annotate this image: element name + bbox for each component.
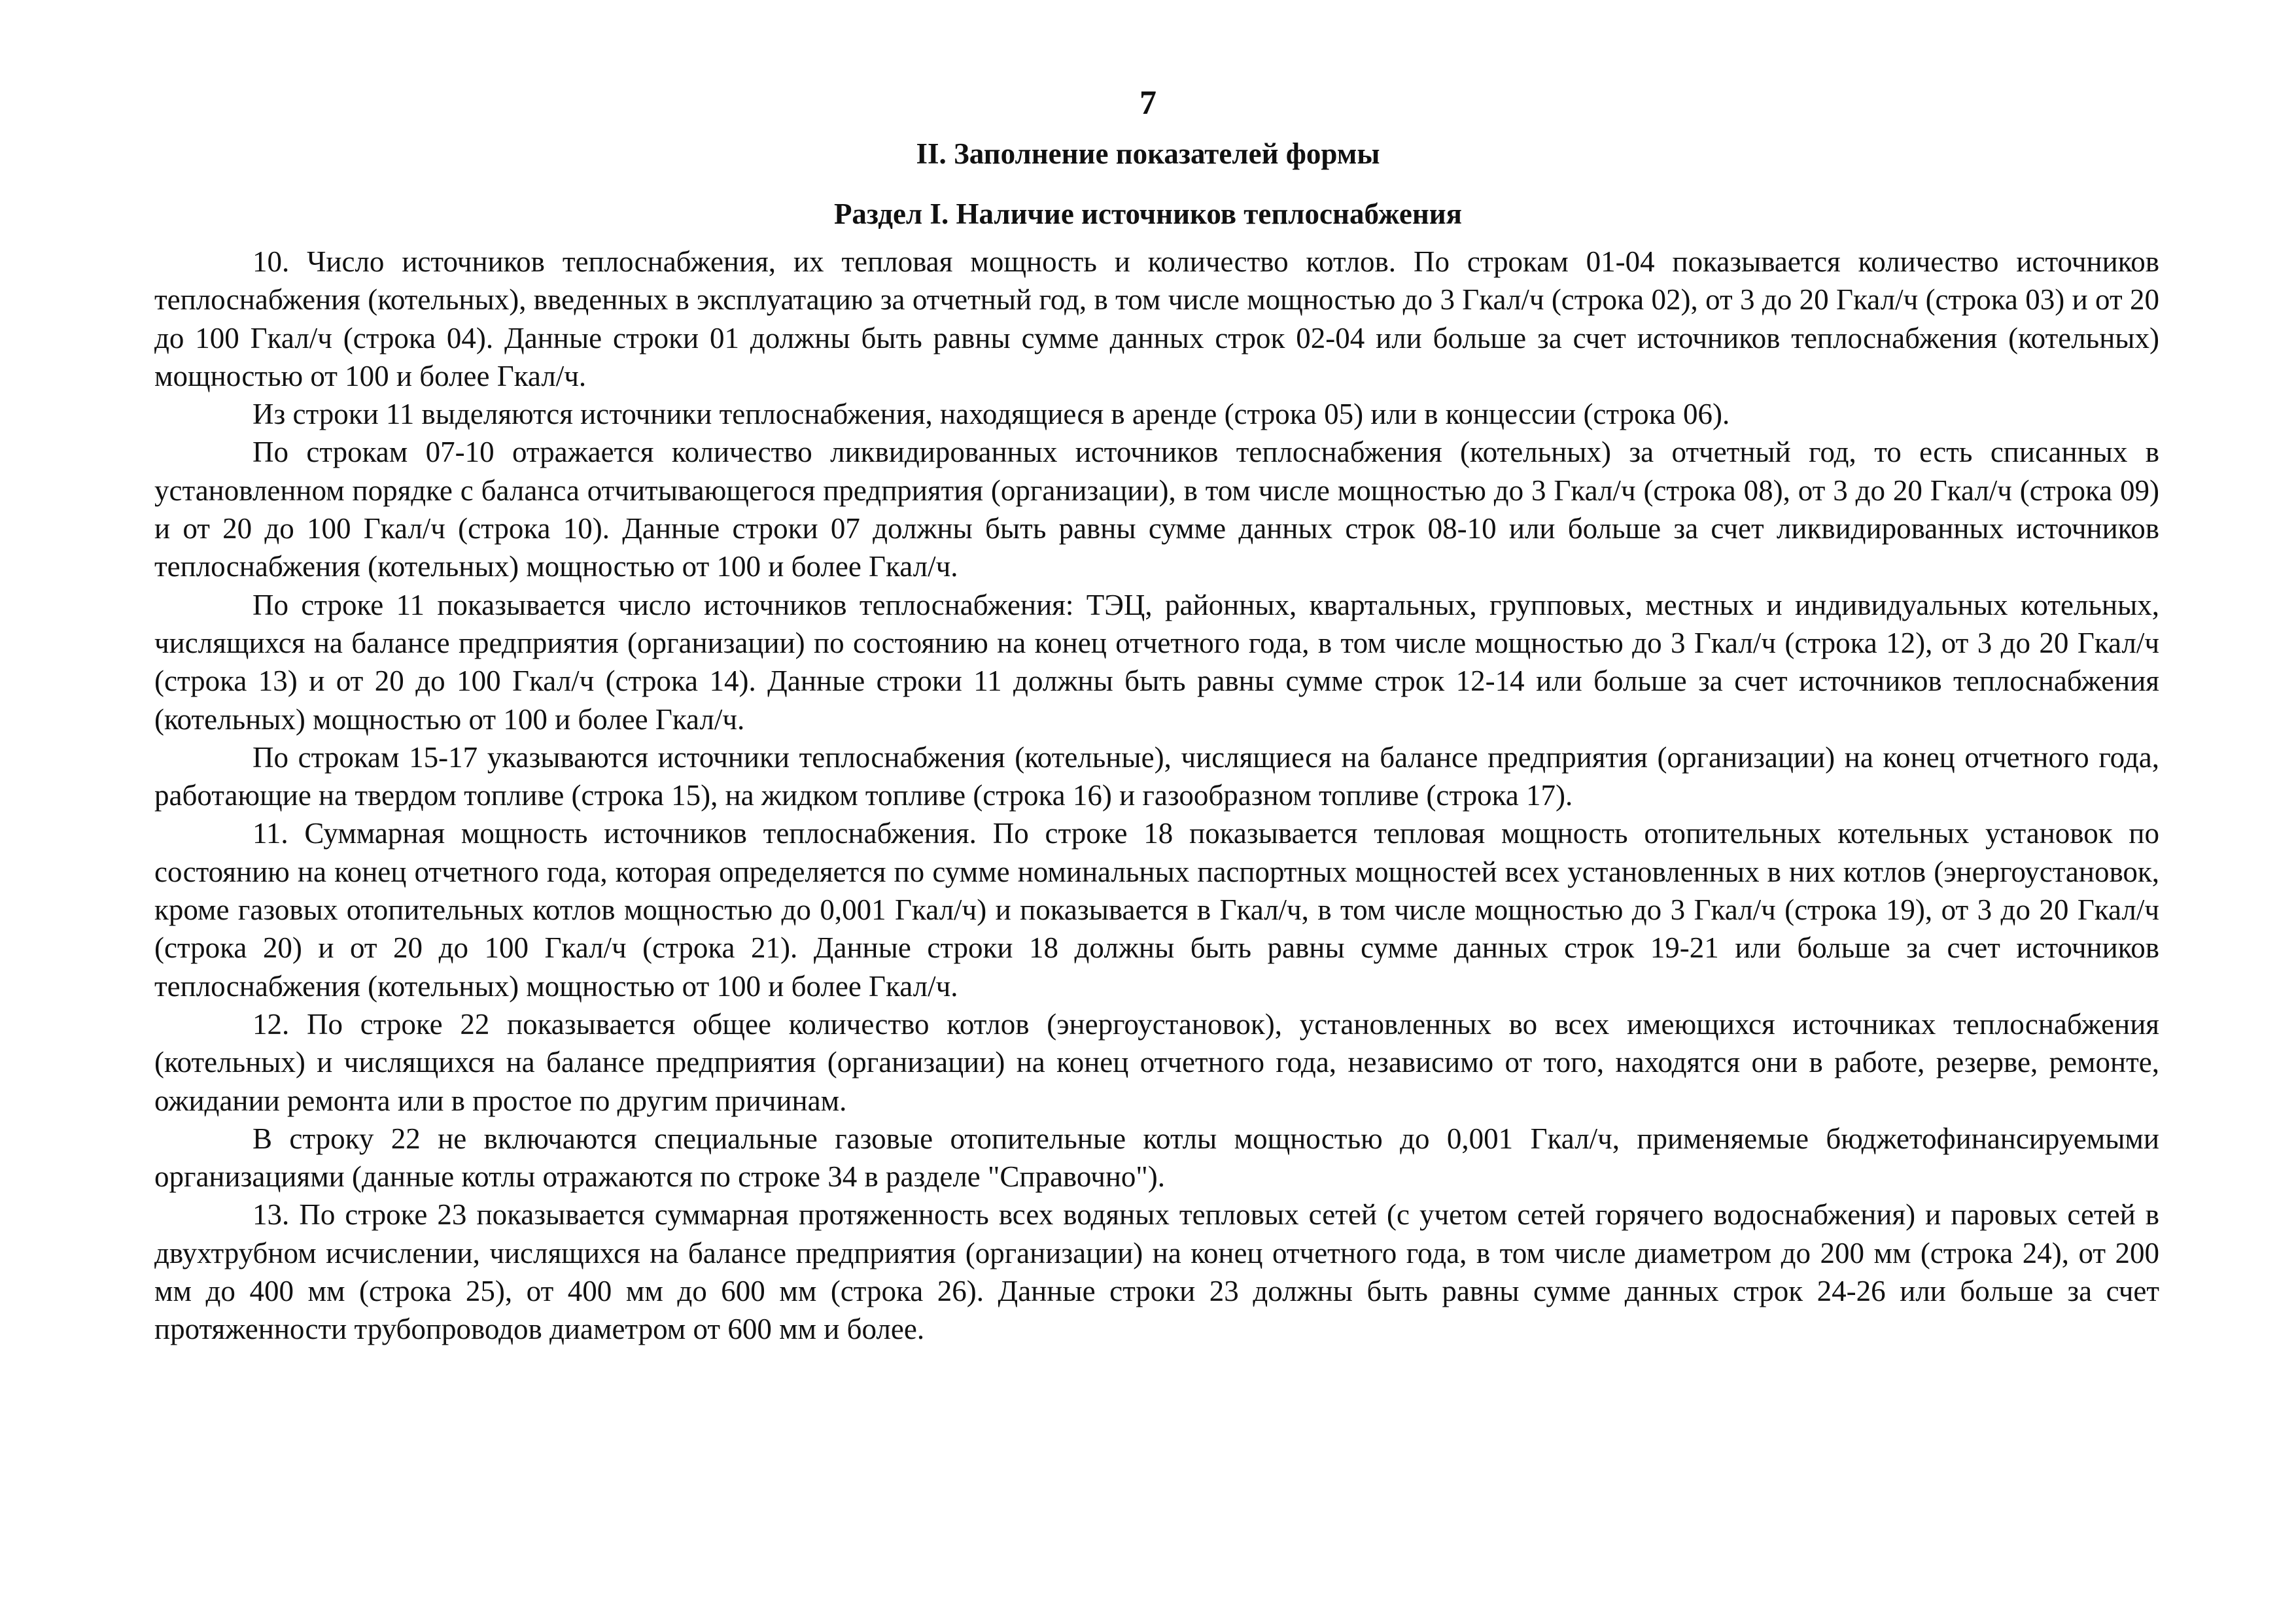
page-number: 7 [1139, 84, 1157, 122]
section-title: Раздел I. Наличие источников теплоснабжения [833, 198, 1463, 230]
paragraph: В строку 22 не включаются специальные газовые отопительные котлы мощностью до 0,001 Гкал/ч, применяемые бюджетофинансируемыми организациями (данные котлы отражаются по строке 34 в разделе "Справочно"). [154, 1122, 2159, 1194]
paragraph: Из строки 11 выделяются источники теплоснабжения, находящиеся в аренде (строка 05) или в концессии (строка 06). [252, 398, 1730, 431]
paragraph: 10. Число источников теплоснабжения, их тепловая мощность и количество котлов. По строкам 01-04 показывается количество источников теплоснабжения (котельных), введенных в эксплуатацию за отчетный год, в том числе мощностью до 3 Гкал/ч (строка 02), от 3 до 20 Гкал/ч (строка 03) и от 20 до 100 Гкал/ч (строка 04). Данные строки 01 должны быть равны сумме данных строк 02-04 или больше за счет источников теплоснабжения (котельных) мощностью от 100 и более Гкал/ч. [154, 245, 2159, 392]
paragraph: 11. Суммарная мощность источников теплоснабжения. По строке 18 показывается тепловая мощность отопительных котельных установок по состоянию на конец отчетного года, которая определяется по сумме номинальных паспортных мощностей всех установленных в них котлов (энергоустановок, кроме газовых отопительных котлов мощностью до 0,001 Гкал/ч) и показывается в Гкал/ч, в том числе мощностью до 3 Гкал/ч (строка 19), от 3 до 20 Гкал/ч (строка 20) и от 20 до 100 Гкал/ч (строка 21). Данные строки 18 должны быть равны сумме данных строк 19-21 или больше за счет источников теплоснабжения (котельных) мощностью от 100 и более Гкал/ч. [154, 817, 2159, 1003]
part-title: II. Заполнение показателей формы [916, 137, 1380, 170]
paragraph: По строкам 15-17 указываются источники теплоснабжения (котельные), числящиеся на балансе предприятия (организации) на конец отчетного года, работающие на твердом топливе (строка 15), на жидком топливе (строка 16) и газообразном топливе (строка 17). [154, 740, 2159, 812]
document-body [154, 243, 2159, 1349]
paragraph: По строке 11 показывается число источников теплоснабжения: ТЭЦ, районных, квартальных, групповых, местных и индивидуальных котельных, числящихся на балансе предприятия (организации) по состоянию на конец отчетного года, в том числе мощностью до 3 Гкал/ч (строка 12), от 3 до 20 Гкал/ч (строка 13) и от 20 до 100 Гкал/ч (строка 14). Данные строки 11 должны быть равны сумме строк 12-14 или больше за счет источников теплоснабжения (котельных) мощностью от 100 и более Гкал/ч. [154, 588, 2159, 736]
paragraph: 12. По строке 22 показывается общее количество котлов (энергоустановок), установленных во всех имеющихся источниках теплоснабжения (котельных) и числящихся на балансе предприятия (организации) на конец отчетного года, независимо от того, находятся они в работе, резерве, ремонте, ожидании ремонта или в простое по другим причинам. [154, 1007, 2159, 1117]
paragraph: По строкам 07-10 отражается количество ликвидированных источников теплоснабжения (котельных) за отчетный год, то есть списанных в установленном порядке с баланса отчитывающегося предприятия (организации), в том числе мощностью до 3 Гкал/ч (строка 08), от 3 до 20 Гкал/ч (строка 09) и от 20 до 100 Гкал/ч (строка 10). Данные строки 07 должны быть равны сумме данных строк 08-10 или больше за счет ликвидированных источников теплоснабжения (котельных) мощностью от 100 и более Гкал/ч. [154, 436, 2159, 583]
paragraph: 13. По строке 23 показывается суммарная протяженность всех водяных тепловых сетей (с учетом сетей горячего водоснабжения) и паровых сетей в двухтрубном исчислении, числящихся на балансе предприятия (организации) на конец отчетного года, в том числе диаметром до 200 мм (строка 24), от 200 мм до 400 мм (строка 25), от 400 мм до 600 мм (строка 26). Данные строки 23 должны быть равны сумме данных строк 24-26 или больше за счет протяженности трубопроводов диаметром от 600 мм и более. [154, 1198, 2159, 1346]
